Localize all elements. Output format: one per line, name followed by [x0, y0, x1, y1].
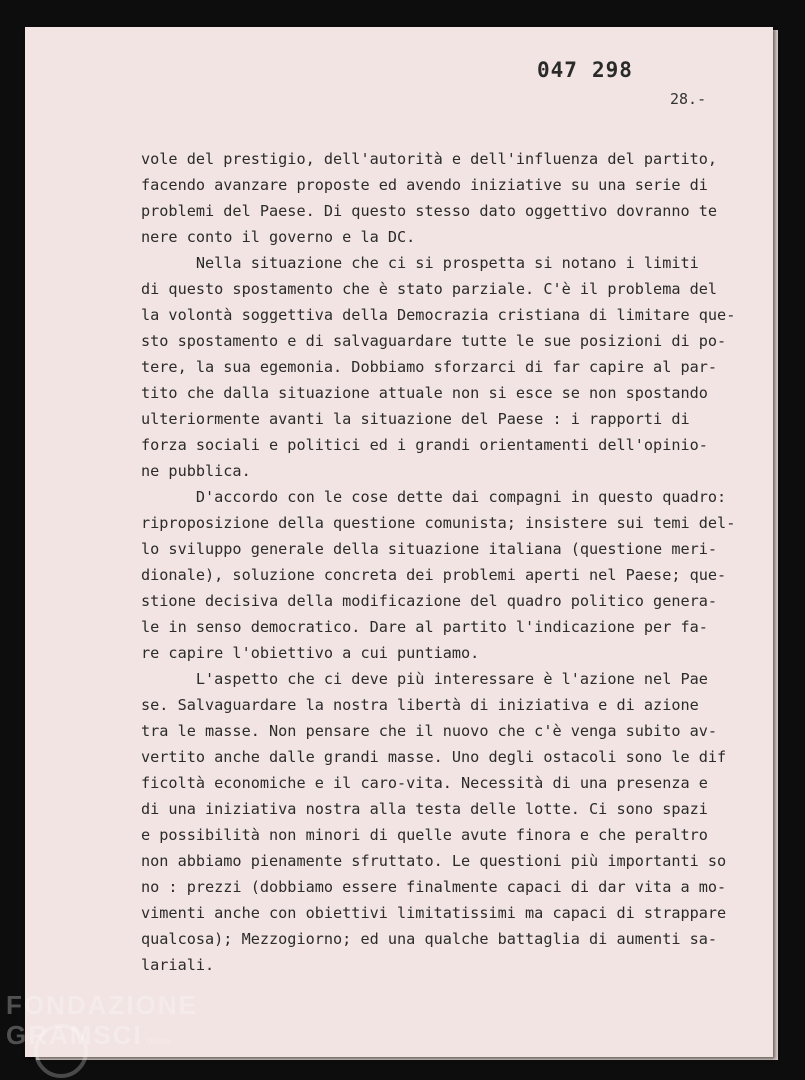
- archive-number-part: 047: [537, 58, 578, 82]
- text-line: re capire l'obiettivo a cui puntiamo.: [141, 644, 480, 662]
- archive-number: [537, 58, 647, 82]
- text-line: stione decisiva della modificazione del quadro politico genera-: [141, 592, 718, 610]
- text-line: dionale), soluzione concreta dei problemi aperti nel Paese; que-: [141, 566, 727, 584]
- text-line: tere, la sua egemonia. Dobbiamo sforzarci di far capire al par-: [141, 358, 718, 376]
- text-line: ne pubblica.: [141, 462, 251, 480]
- text-line: lariali.: [141, 956, 215, 974]
- text-line: non abbiamo pienamente sfruttato. Le questioni più importanti so: [141, 852, 727, 870]
- text-line: D'accordo con le cose dette dai compagni in questo quadro:: [141, 488, 727, 506]
- text-line: qualcosa); Mezzogiorno; ed una qualche battaglia di aumenti sa-: [141, 930, 718, 948]
- watermark-suffix: onlus: [146, 1036, 171, 1047]
- text-line: ulteriormente avanti la situazione del Paese : i rapporti di: [141, 410, 690, 428]
- text-line: vole del prestigio, dell'autorità e dell'influenza del partito,: [141, 150, 718, 168]
- text-line: se. Salvaguardare la nostra libertà di iniziativa e di azione: [141, 696, 699, 714]
- text-line: vimenti anche con obiettivi limitatissimi ma capaci di strappare: [141, 904, 727, 922]
- text-line: forza sociali e politici ed i grandi orientamenti dell'opinio-: [141, 436, 708, 454]
- text-line: nere conto il governo e la DC.: [141, 228, 416, 246]
- text-line: tito che dalla situazione attuale non si esce se non spostando: [141, 384, 708, 402]
- watermark-line1: FONDAZIONE: [6, 990, 198, 1020]
- watermark-line2: GRAMSCI: [6, 1020, 143, 1050]
- text-line: vertito anche dalle grandi masse. Uno degli ostacoli sono le dif: [141, 748, 727, 766]
- text-line: di questo spostamento che è stato parziale. C'è il problema del: [141, 280, 718, 298]
- text-line: no : prezzi (dobbiamo essere finalmente capaci di dar vita a mo-: [141, 878, 727, 896]
- text-line: sto spostamento e di salvaguardare tutte le sue posizioni di po-: [141, 332, 727, 350]
- typewritten-body: [141, 146, 761, 978]
- text-line: Nella situazione che ci si prospetta si notano i limiti: [141, 254, 699, 272]
- watermark: [6, 990, 198, 1057]
- text-line: lo sviluppo generale della situazione italiana (questione meri-: [141, 540, 718, 558]
- text-line: le in senso democratico. Dare al partito l'indicazione per fa-: [141, 618, 708, 636]
- text-line: riproposizione della questione comunista; insistere sui temi del-: [141, 514, 736, 532]
- archive-number-part: 298: [591, 58, 633, 82]
- text-line: L'aspetto che ci deve più interessare è l'azione nel Pae: [141, 670, 708, 688]
- text-line: tra le masse. Non pensare che il nuovo che c'è venga subito av-: [141, 722, 718, 740]
- text-line: di una iniziativa nostra alla testa delle lotte. Ci sono spazi: [141, 800, 708, 818]
- page-number: 28.-: [670, 90, 707, 108]
- text-line: ficoltà economiche e il caro-vita. Necessità di una presenza e: [141, 774, 708, 792]
- text-line: e possibilità non minori di quelle avute finora e che peraltro: [141, 826, 708, 844]
- text-line: la volontà soggettiva della Democrazia cristiana di limitare que-: [141, 306, 736, 324]
- text-line: problemi del Paese. Di questo stesso dato oggettivo dovranno te: [141, 202, 718, 220]
- text-line: facendo avanzare proposte ed avendo iniziative su una serie di: [141, 176, 708, 194]
